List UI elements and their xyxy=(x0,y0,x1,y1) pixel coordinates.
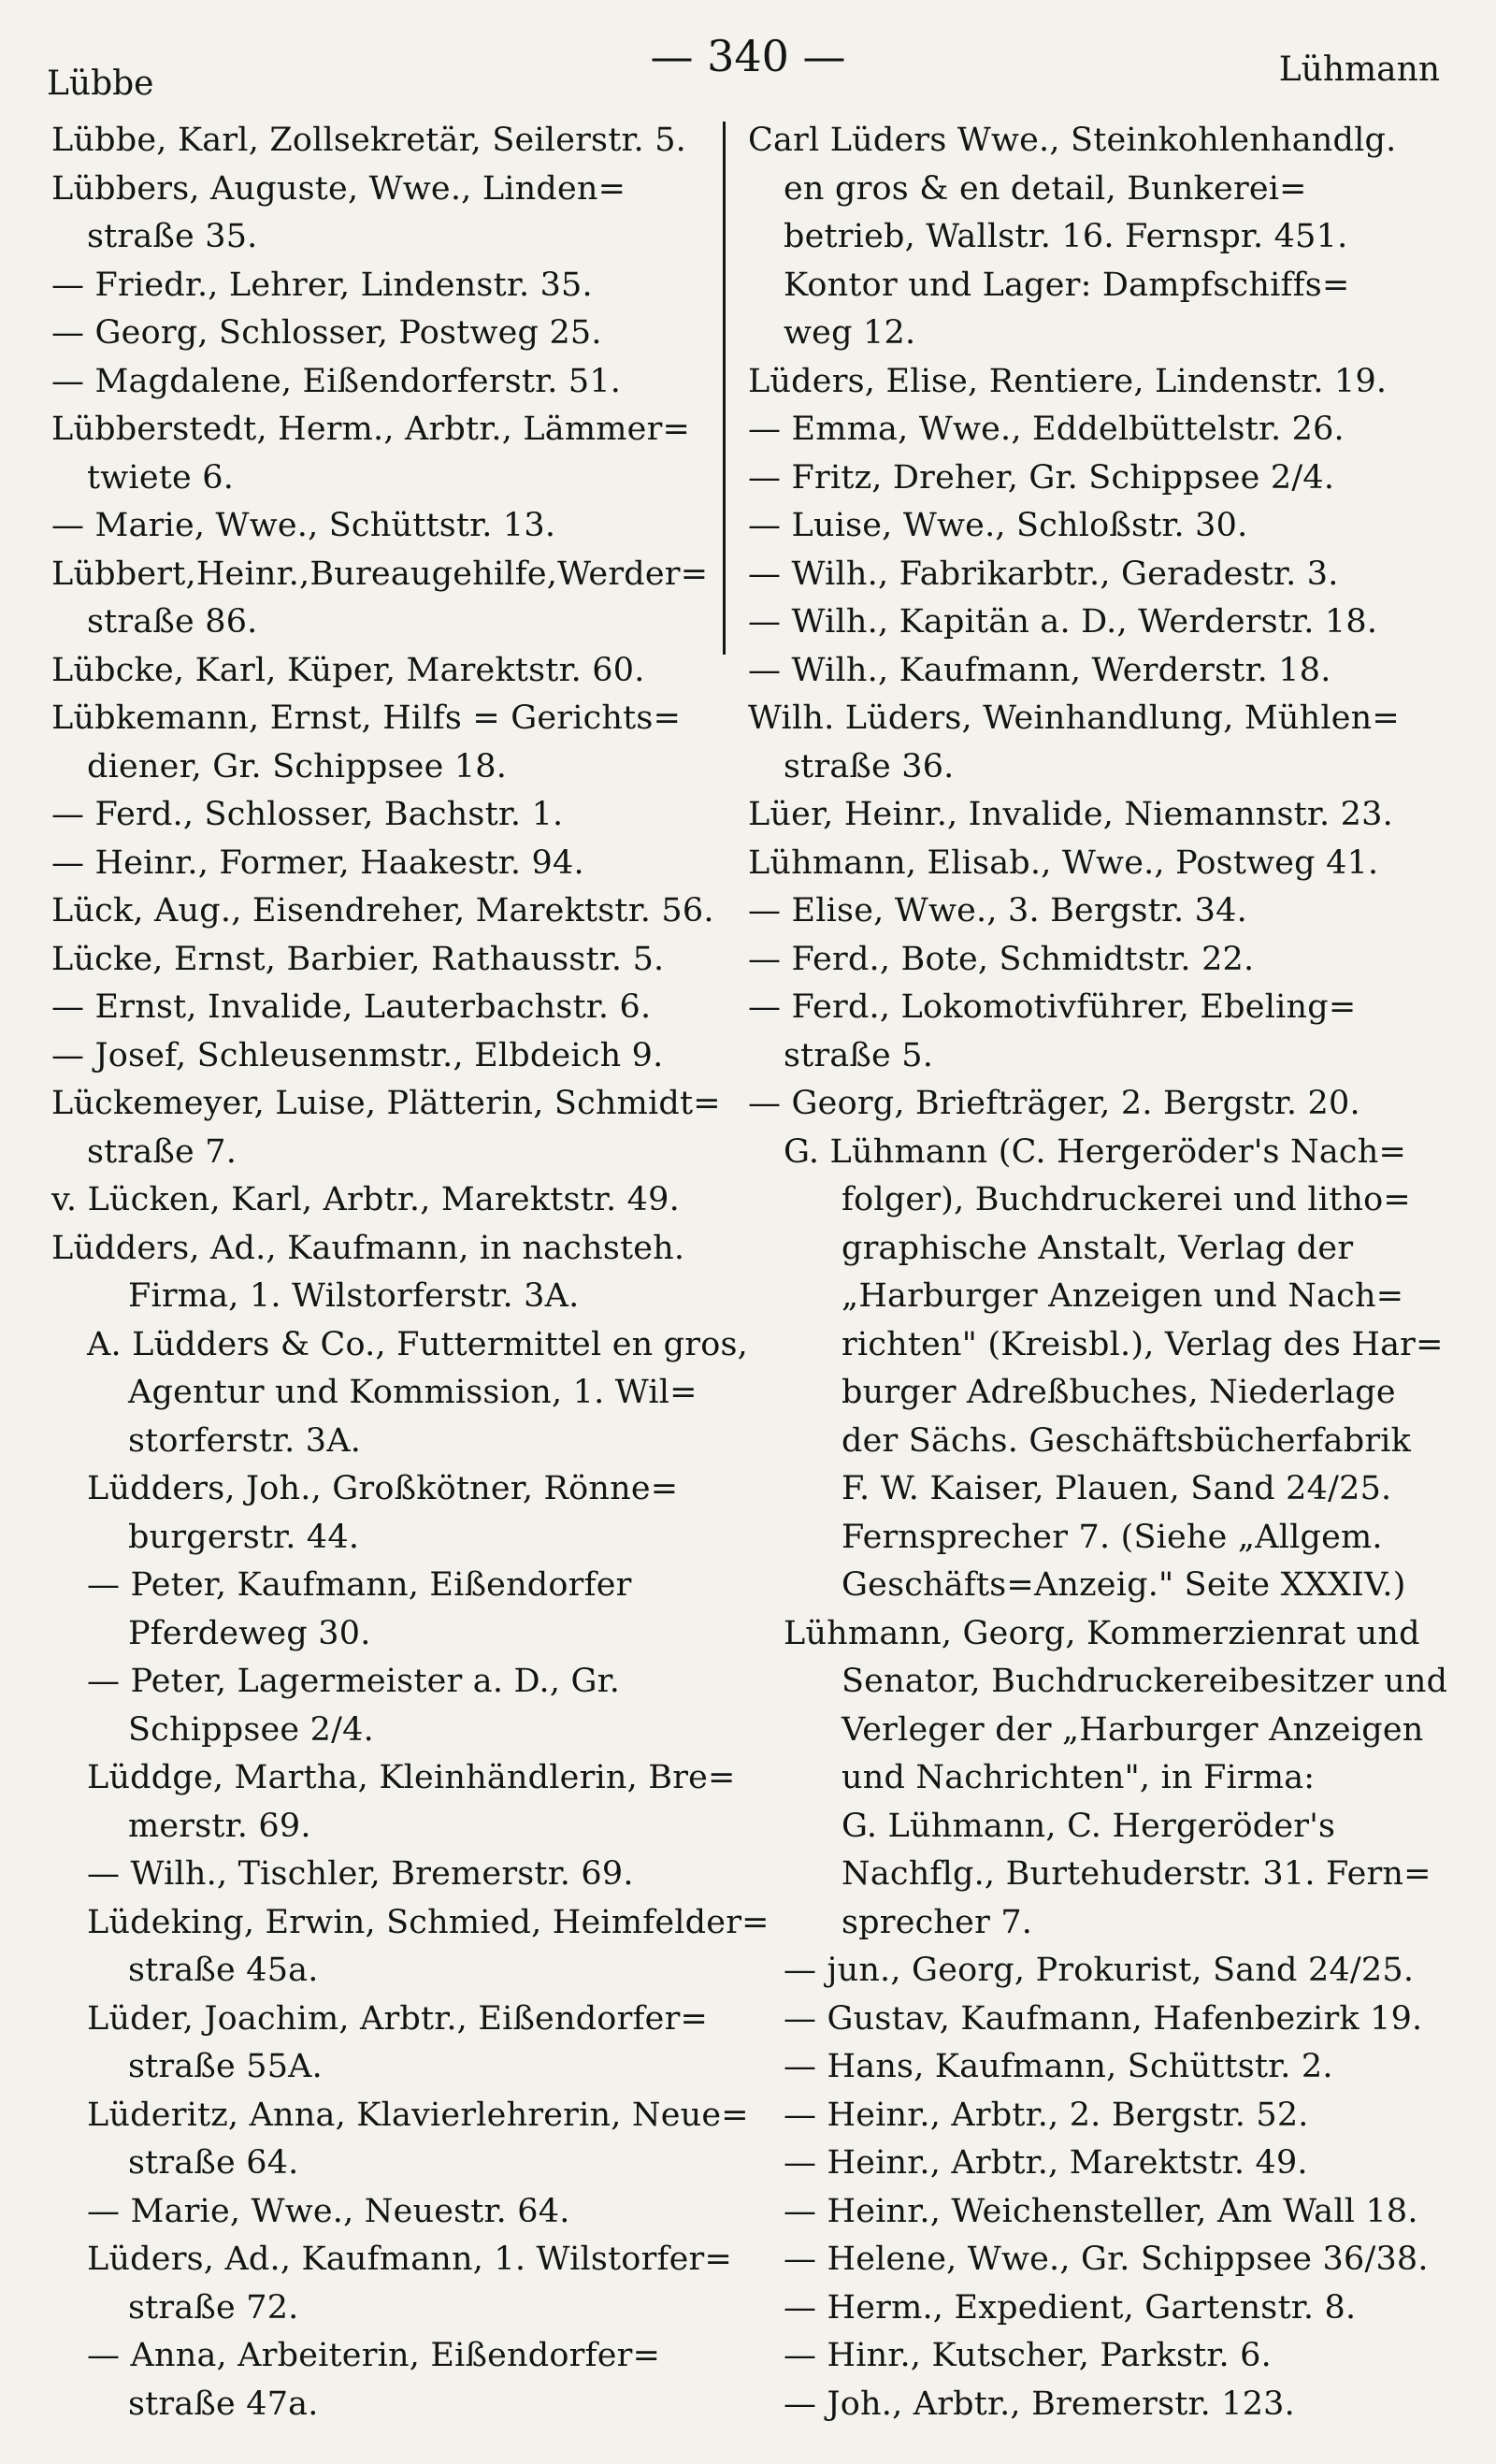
directory-entry-line: straße 64. xyxy=(128,2144,299,2182)
directory-entry-line: — Gustav, Kaufmann, Hafenbezirk 19. xyxy=(784,1999,1423,2038)
directory-entry-line: — Ferd., Schlosser, Bachstr. 1. xyxy=(51,796,564,833)
directory-entry-line: Lücke, Ernst, Barbier, Rathausstr. 5. xyxy=(51,940,665,978)
directory-entry-line: — Wilh., Kapitän a. D., Werderstr. 18. xyxy=(748,603,1378,641)
directory-entry-line: — Heinr., Former, Haakestr. 94. xyxy=(51,843,584,882)
directory-entry-line: — Ernst, Invalide, Lauterbachstr. 6. xyxy=(51,988,652,1026)
directory-entry-line: — Herm., Expedient, Gartenstr. 8. xyxy=(784,2288,1357,2327)
directory-entry-line: Nachflg., Burtehuderstr. 31. Fern= xyxy=(842,1855,1431,1893)
directory-entry-line: Pferdeweg 30. xyxy=(128,1614,371,1652)
directory-entry-line: — Marie, Wwe., Neuestr. 64. xyxy=(87,2192,570,2230)
directory-entry-line: — Ferd., Lokomotivführer, Ebeling= xyxy=(748,988,1357,1026)
directory-entry-line: betrieb, Wallstr. 16. Fernspr. 451. xyxy=(784,218,1348,255)
directory-entry-line: Lübbert,Heinr.,Bureaugehilfe,Werder= xyxy=(51,555,709,593)
directory-entry-line: straße 7. xyxy=(87,1132,237,1171)
directory-entry-line: F. W. Kaiser, Plauen, Sand 24/25. xyxy=(842,1470,1392,1507)
directory-entry-line: — Luise, Wwe., Schloßstr. 30. xyxy=(748,507,1248,544)
directory-entry-line: — Heinr., Arbtr., Marektstr. 49. xyxy=(784,2144,1308,2182)
directory-entry-line: Verleger der „Harburger Anzeigen xyxy=(842,1710,1424,1749)
directory-entry-line: Lückemeyer, Luise, Plätterin, Schmidt= xyxy=(51,1085,721,1122)
directory-entry-line: Agentur und Kommission, 1. Wil= xyxy=(128,1374,698,1411)
column-divider xyxy=(723,122,726,655)
directory-entry-line: straße 35. xyxy=(87,218,258,255)
directory-entry-line: — Heinr., Arbtr., 2. Bergstr. 52. xyxy=(784,2096,1309,2134)
directory-entry-line: en gros & en detail, Bunkerei= xyxy=(784,169,1307,208)
directory-entry-line: G. Lühmann (C. Hergeröder's Nach= xyxy=(784,1132,1406,1171)
directory-entry-line: straße 45a. xyxy=(128,1952,319,1989)
directory-entry-line: twiete 6. xyxy=(87,458,235,497)
directory-entry-line: Carl Lüders Wwe., Steinkohlenhandlg. xyxy=(748,122,1397,159)
directory-entry-line: — Josef, Schleusenmstr., Elbdeich 9. xyxy=(51,1036,664,1074)
directory-entry-line: Lübbers, Auguste, Wwe., Linden= xyxy=(51,169,626,208)
directory-entry-line: Lüdeking, Erwin, Schmied, Heimfelder= xyxy=(87,1903,770,1941)
directory-entry-line: straße 47a. xyxy=(128,2385,319,2423)
directory-entry-line: weg 12. xyxy=(784,314,916,352)
directory-entry-line: Wilh. Lüders, Weinhandlung, Mühlen= xyxy=(748,699,1400,737)
page-number: — 340 — xyxy=(650,31,846,81)
directory-entry-line: — Peter, Lagermeister a. D., Gr. xyxy=(87,1663,621,1700)
directory-entry-line: der Sächs. Geschäftsbücherfabrik xyxy=(842,1421,1412,1460)
directory-entry-line: diener, Gr. Schippsee 18. xyxy=(87,747,508,785)
directory-entry-line: folger), Buchdruckerei und litho= xyxy=(842,1181,1411,1218)
directory-entry-line: Lüders, Ad., Kaufmann, 1. Wilstorfer= xyxy=(87,2241,733,2278)
directory-entry-line: — Wilh., Tischler, Bremerstr. 69. xyxy=(87,1855,634,1893)
directory-entry-line: Lübkemann, Ernst, Hilfs = Gerichts= xyxy=(51,699,682,737)
directory-entry-line: sprecher 7. xyxy=(842,1903,1033,1941)
directory-entry-line: — Fritz, Dreher, Gr. Schippsee 2/4. xyxy=(748,458,1335,497)
directory-entry-line: Senator, Buchdruckereibesitzer und xyxy=(842,1663,1448,1700)
directory-entry-line: und Nachrichten", in Firma: xyxy=(842,1759,1316,1796)
directory-entry-line: — Hinr., Kutscher, Parkstr. 6. xyxy=(784,2337,1272,2374)
directory-entry-line: — Emma, Wwe., Eddelbüttelstr. 26. xyxy=(748,411,1345,448)
directory-entry-line: Geschäfts=Anzeig." Seite XXXIV.) xyxy=(842,1566,1406,1604)
directory-entry-line: — Anna, Arbeiterin, Eißendorfer= xyxy=(87,2337,661,2374)
directory-entry-line: — Joh., Arbtr., Bremerstr. 123. xyxy=(784,2385,1295,2423)
directory-entry-line: straße 5. xyxy=(784,1036,934,1074)
directory-entry-line: A. Lüdders & Co., Futtermittel en gros, xyxy=(87,1325,748,1363)
directory-entry-line: burger Adreßbuches, Niederlage xyxy=(842,1374,1396,1411)
running-head-left: Lübbe xyxy=(47,65,154,103)
directory-entry-line: burgerstr. 44. xyxy=(128,1518,360,1556)
directory-entry-line: — Magdalene, Eißendorferstr. 51. xyxy=(51,362,622,400)
directory-entry-line: Lübcke, Karl, Küper, Marektstr. 60. xyxy=(51,651,645,689)
directory-entry-line: Lühmann, Elisab., Wwe., Postweg 41. xyxy=(748,843,1379,882)
directory-entry-line: merstr. 69. xyxy=(128,1807,311,1845)
directory-entry-line: — Hans, Kaufmann, Schüttstr. 2. xyxy=(784,2048,1333,2085)
directory-entry-line: Lüderitz, Anna, Klavierlehrerin, Neue= xyxy=(87,2096,749,2134)
directory-entry-line: straße 55A. xyxy=(128,2048,323,2085)
directory-entry-line: straße 72. xyxy=(128,2288,299,2327)
directory-entry-line: Lück, Aug., Eisendreher, Marektstr. 56. xyxy=(51,892,714,929)
directory-entry-line: G. Lühmann, C. Hergeröder's xyxy=(842,1807,1336,1845)
directory-entry-line: Lübbe, Karl, Zollsekretär, Seilerstr. 5. xyxy=(51,122,686,159)
directory-entry-line: straße 86. xyxy=(87,603,258,641)
directory-entry-line: richten" (Kreisbl.), Verlag des Har= xyxy=(842,1325,1444,1363)
directory-entry-line: Firma, 1. Wilstorferstr. 3A. xyxy=(128,1277,580,1315)
directory-entry-line: — Heinr., Weichensteller, Am Wall 18. xyxy=(784,2192,1418,2230)
directory-entry-line: Lüdders, Ad., Kaufmann, in nachsteh. xyxy=(51,1229,685,1267)
directory-entry-line: Fernsprecher 7. (Siehe „Allgem. xyxy=(842,1518,1383,1556)
directory-entry-line: Lüdders, Joh., Großkötner, Rönne= xyxy=(87,1470,679,1507)
directory-entry-line: Lüer, Heinr., Invalide, Niemannstr. 23. xyxy=(748,796,1393,833)
directory-entry-line: — Friedr., Lehrer, Lindenstr. 35. xyxy=(51,266,593,304)
directory-entry-line: Lüder, Joachim, Arbtr., Eißendorfer= xyxy=(87,1999,709,2038)
directory-entry-line: Lübberstedt, Herm., Arbtr., Lämmer= xyxy=(51,411,691,448)
right-column xyxy=(748,117,1448,2428)
directory-entry-line: — Helene, Wwe., Gr. Schippsee 36/38. xyxy=(784,2241,1429,2278)
directory-entry-line: — Wilh., Kaufmann, Werderstr. 18. xyxy=(748,651,1331,689)
directory-entry-line: — Elise, Wwe., 3. Bergstr. 34. xyxy=(748,892,1247,929)
directory-entry-line: Lüders, Elise, Rentiere, Lindenstr. 19. xyxy=(748,362,1388,400)
directory-entry-line: — Peter, Kaufmann, Eißendorfer xyxy=(87,1566,632,1604)
directory-entry-line: — Wilh., Fabrikarbtr., Geradestr. 3. xyxy=(748,555,1339,593)
directory-entry-line: — Ferd., Bote, Schmidtstr. 22. xyxy=(748,940,1255,978)
running-head-right: Lühmann xyxy=(1278,50,1440,89)
directory-entry-line: — Georg, Briefträger, 2. Bergstr. 20. xyxy=(748,1085,1360,1122)
directory-entry-line: straße 36. xyxy=(784,747,955,785)
directory-entry-line: storferstr. 3A. xyxy=(128,1421,362,1460)
directory-entry-line: Lühmann, Georg, Kommerzienrat und xyxy=(784,1614,1420,1652)
directory-entry-line: Lüddge, Martha, Kleinhändlerin, Bre= xyxy=(87,1759,736,1796)
directory-entry-line: Schippsee 2/4. xyxy=(128,1710,374,1749)
directory-entry-line: v. Lücken, Karl, Arbtr., Marektstr. 49. xyxy=(51,1181,680,1218)
directory-entry-line: Kontor und Lager: Dampfschiffs= xyxy=(784,266,1350,304)
directory-entry-line: „Harburger Anzeigen und Nach= xyxy=(842,1277,1404,1315)
directory-entry-line: — Georg, Schlosser, Postweg 25. xyxy=(51,314,602,352)
directory-entry-line: — jun., Georg, Prokurist, Sand 24/25. xyxy=(784,1952,1415,1989)
left-column xyxy=(51,117,770,2428)
directory-entry-line: graphische Anstalt, Verlag der xyxy=(842,1229,1354,1267)
directory-entry-line: — Marie, Wwe., Schüttstr. 13. xyxy=(51,507,556,544)
